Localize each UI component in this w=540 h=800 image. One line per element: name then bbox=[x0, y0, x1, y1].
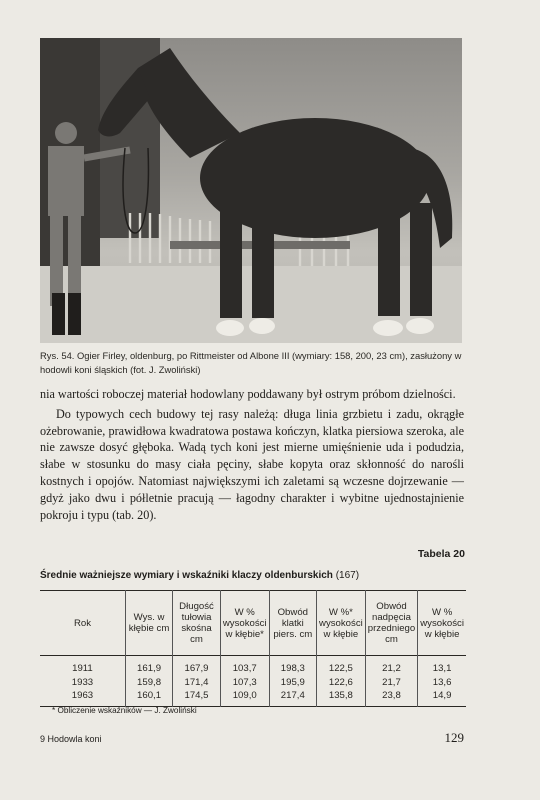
horse-photo-illustration bbox=[40, 38, 462, 343]
table-header-row bbox=[40, 591, 466, 656]
horse-photo bbox=[40, 38, 462, 343]
table-cell: 14,9 bbox=[418, 689, 466, 706]
table-cell: 1911 bbox=[72, 663, 93, 674]
table-cell: 109,0 bbox=[220, 689, 269, 706]
table-cell: 217,4 bbox=[269, 689, 316, 706]
table-cell: 135,8 bbox=[317, 689, 366, 706]
table-cell: 21,7 bbox=[365, 676, 417, 690]
table-title bbox=[40, 570, 470, 581]
paragraph-1: nia wartości roboczej materiał hodowlany poddawany był ostrym próbom dzielności. bbox=[40, 387, 456, 401]
paragraph-2: Do typowych cech budowy tej rasy należą: długa linia grzbietu i zadu, okrągłe ożebrowanie, prawidłowa kwadratowa postawa kończyn, klatka piersiowa szeroka, ale nie zawsze dosyć głęboka. Wadą tych koni jest mierne umięśnienie uda i podudzia, słabe w stosunku do masy ciała pęciny, słabe kopyta oraz skłonność do narośli kostnych i opojów. Natomiast największymi ich zaletami są wczesne dojrzewanie — gdyż jako dwu i półletnie pracują — łagodny charakter i wybitne ujednostajnienie pokroju i typu (tab. 20). bbox=[40, 406, 464, 522]
table-cell: 174,5 bbox=[173, 689, 221, 706]
table-cell: 160,1 bbox=[125, 689, 172, 706]
table-cell: 23,8 bbox=[365, 689, 417, 706]
table-cell: 159,8 bbox=[125, 676, 172, 690]
footer-signature: 9 Hodowla koni bbox=[40, 734, 102, 744]
table-cell: 122,6 bbox=[317, 676, 366, 690]
header-length-index: W % wysokości w kłębie* bbox=[220, 591, 269, 656]
table-footnote: * Obliczenie wskaźników — J. Zwoliński bbox=[52, 706, 197, 715]
measurements-table bbox=[40, 590, 466, 707]
table-cell: 1963 bbox=[71, 690, 94, 701]
table-cell: 1933 bbox=[71, 676, 94, 688]
table-cell: 13,6 bbox=[418, 676, 466, 690]
table-cell: 107,3 bbox=[220, 676, 269, 690]
table-cell: 122,5 bbox=[317, 656, 366, 676]
table-title-text: Średnie ważniejsze wymiary i wskaźniki klaczy oldenburskich bbox=[40, 570, 333, 581]
table-cell: 13,1 bbox=[418, 656, 466, 676]
header-chest-index: W %* wysokości w kłębie bbox=[317, 591, 366, 656]
table-cell: 195,9 bbox=[269, 676, 316, 690]
header-height: Wys. w kłębie cm bbox=[125, 591, 172, 656]
table-row bbox=[40, 676, 466, 690]
header-body-length: Długość tułowia skośna cm bbox=[173, 591, 221, 656]
table-label: Tabela 20 bbox=[417, 548, 465, 560]
table-row bbox=[40, 656, 466, 676]
table-row bbox=[40, 689, 466, 706]
figure-caption: Rys. 54. Ogier Firley, oldenburg, po Rittmeister od Albone III (wymiary: 158, 200, 23 cm), zasłużony w hodowli koni śląskich (fot. J. Zwoliński) bbox=[40, 350, 462, 375]
header-chest-girth: Obwód klatki piers. cm bbox=[269, 591, 316, 656]
page-number: 129 bbox=[444, 730, 464, 745]
table-cell: 167,9 bbox=[173, 656, 221, 676]
body-text bbox=[40, 386, 464, 523]
table-cell: 171,4 bbox=[173, 676, 221, 690]
table-cell: 21,2 bbox=[365, 656, 417, 676]
table-title-ref: (167) bbox=[335, 570, 360, 581]
table-cell: 161,9 bbox=[125, 656, 172, 676]
header-year: Rok bbox=[73, 617, 91, 629]
table-cell: 103,7 bbox=[220, 656, 269, 676]
table-cell: 198,3 bbox=[269, 656, 316, 676]
header-cannon-girth: Obwód nadpęcia przedniego cm bbox=[365, 591, 417, 656]
header-cannon-index: W % wysokości w kłębie bbox=[418, 591, 466, 656]
